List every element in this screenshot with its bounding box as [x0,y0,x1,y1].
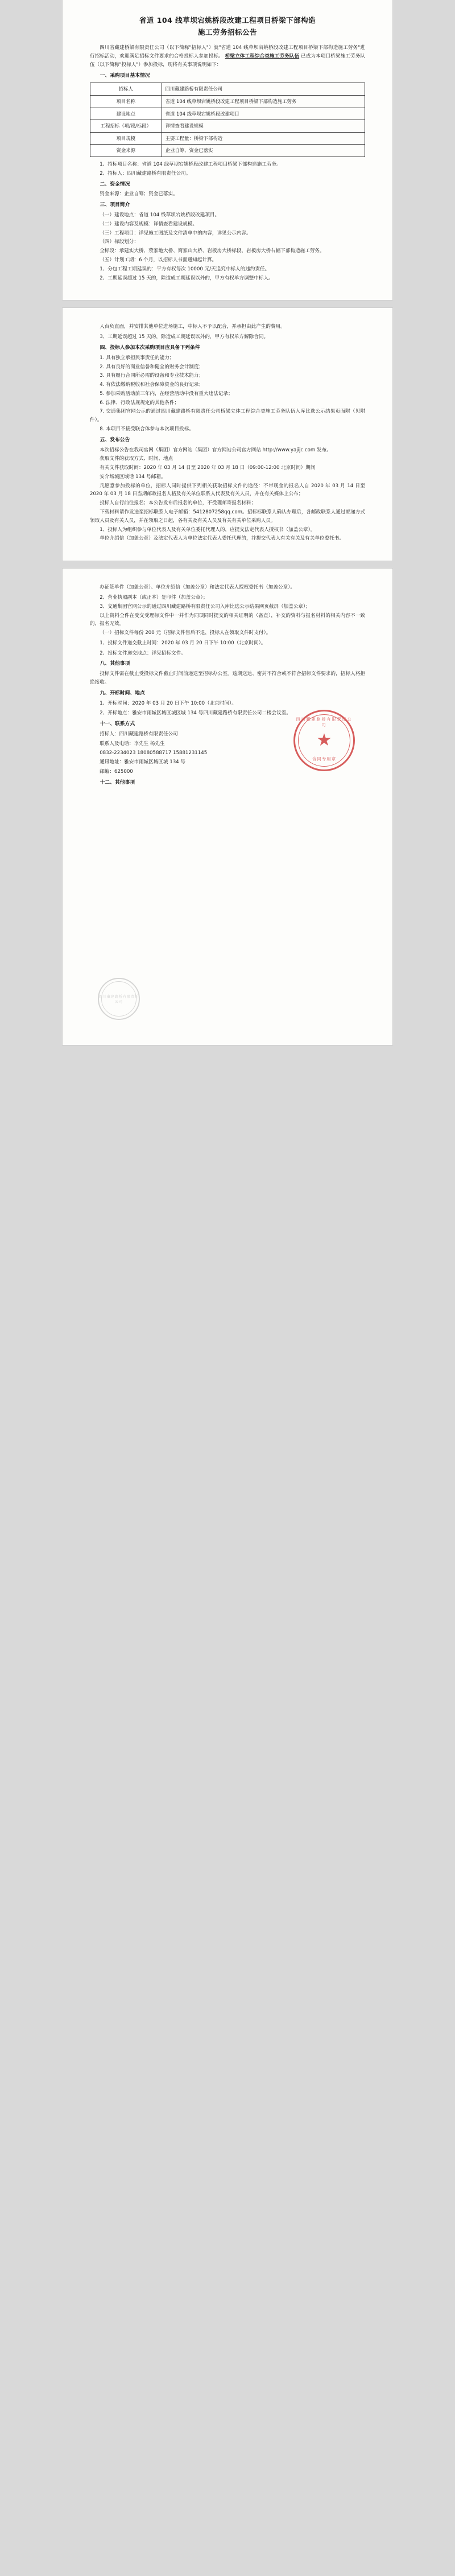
section-4-item: 2. 具有良好的商业信誉和健全的财务会计制度； [100,364,204,370]
watermark-seal [98,978,140,1020]
watermark-text: 四川藏建路桥有限责任公司 [99,995,139,1005]
page-title [90,15,365,38]
table-value: 企业自筹、资金已落实 [162,145,365,157]
page2-paragraph: 3、工期延误超过 15 天的，除造成工期延误以外的，甲方有权单方解除合同。 [100,334,269,340]
section-2-heading: 二、资金情况 [100,181,130,187]
seal-bottom-text: 合同专用章 [312,756,337,762]
note-item: 1、招标项目名称：省道 104 线草坝宕姚桥段改建工程项目桥梁下部构造施工劳务。 [100,162,282,168]
section-4-items [90,354,365,434]
doc-title-line-2: 施工劳务招标公告 [197,27,257,36]
table-key: 招标人 [90,83,162,96]
section-1-heading: 一、采购项目基本情况 [100,72,150,79]
document-sheet-2 [63,308,392,561]
section-3-item: 1、分包工程工期延误的：平方有权每次 10000 元/天追究中标人的违约责任。 [100,266,270,272]
section-1-notes [90,161,365,178]
section-5-paragraph: 安介场城区域话 134 号邮箱。 [100,474,166,480]
section-5-paragraph: 单位介绍信（加盖公章）及法定代表人为单位法定代表人委托代理的，并提交代表人有关有关及有关单位委托书。 [100,536,344,542]
section-8-paragraph: 投标文件需在截止受投标文件截止时间前递送至招标办公室。逾期送达、密封不符合或不符合招标文件要求的，招标人将拒绝接收。 [90,671,365,686]
section-4-heading: 四、投标人参加本次采购项目应具备下列条件 [100,344,200,351]
section-9-paragraph: 1、开标时间：2020 年 03 月 20 日下午 10:00（北京时间）。 [100,700,237,706]
contact-line: 邮编：625000 [100,768,133,775]
section-5-heading: 五、发布公告 [100,437,130,443]
table-row [90,132,365,145]
section-3-item: 全标段：承建实大桥、荥家地大桥、简家山大桥、岩板房大桥标段、岩板房大桥右幅下部构造施工劳务。 [100,248,325,254]
intro-text: 四川省藏建桥梁有限责任公司（以下简称"招标人"）就"省道 104 线草坝宕姚桥段改建工程项目桥梁下部构造施工劳务"进行招标活动，欢迎满足招标文件要求的合格投标人参加投标。 [90,45,365,60]
section-4-item: 8. 本项目不接受联合体参与本次项目投标。 [100,426,194,432]
section-9-paragraph: 2、开标地点：雅安市雨城区城区城区城 134 号四川藏建路桥有限责任公司二楼会议室。 [100,710,291,717]
table-value: 省道 104 线草坝宕姚桥段改建工程项目桥梁下部构造施工劳务 [162,96,365,108]
intro-tail: 已成为本项目桥梁施工劳务队伍（以下简称"投标人"）参加投标，现将有关事项说明如下： [90,54,365,68]
section-4-item: 7. 交通集团官网公示的通过四川藏建路桥有限责任公司桥梁立体工程综合类施工劳务队伍入库比选公示结果页面附（见附件）。 [90,409,365,423]
contact-line: 0832-2234023 18080588717 15881231145 [100,750,208,756]
contact-line: 联系人及电话：李先生 杨先生 [100,740,165,747]
contact-line: 招标人：四川藏建路桥有限责任公司 [100,731,178,738]
section-4-item: 3. 具有履行合同所必需的设备和专业技术能力； [100,373,204,379]
table-key: 工程招标（项/段/标段） [90,120,162,133]
table-key: 建设地点 [90,108,162,120]
section-3-item: （二）建设内容及规模：详情查看建设规模。 [100,221,198,227]
section-10-heading: 十一、联系方式 [100,721,135,727]
page3-item: 2、营业执照副本（或正本）复印件（加盖公章）； [100,594,208,600]
document-sheet-1 [63,0,392,300]
page3-items [90,594,365,628]
doc-title-line-1: 省道 104 线草坝宕姚桥段改建工程项目桥梁下部构造 [139,16,316,24]
table-value: 四川藏建路桥有限责任公司 [162,83,365,96]
section-2-item: 资金来源：企业自筹；资金已落实。 [100,191,178,197]
section-4-item: 6. 法律、行政法规规定的其他条件； [100,400,180,406]
page2-paragraph: 人台负直面，并安排其他单位进场施工，中标人不予以配合，并承担由此产生的费用。 [100,324,286,330]
company-seal-stamp [293,710,355,771]
section-3-item: （五）计划工期：6 个月，以招标人书面通知起计算。 [100,257,217,263]
table-key: 项目規模 [90,132,162,145]
note-item: 2、招标人：四川藏建路桥有限责任公司。 [100,170,191,176]
section-3-item: 2、工期延误超过 15 天的，除造成工期延误以外的，甲方有权单方调整中标人。 [100,275,274,281]
star-icon: ★ [316,730,332,751]
table-row [90,145,365,157]
table-value: 详情查看建设规模 [162,120,365,133]
document-page [0,0,455,1045]
intro-highlight: 桥梁立体工程综合类施工劳务队伍 [225,54,300,60]
section-5-paragraph: 有关文件获取时间：2020 年 03 月 14 日至 2020 年 03 月 18 日（09:00-12:00 北京时间）期间 [100,465,316,471]
intro-paragraph [90,44,365,69]
section-11-heading: 十二、其他事项 [100,780,135,786]
section-4-item: 4. 有依法缴纳税收和社会保障资金的良好记录； [100,382,204,388]
section-5-paragraph: 凡愿意参加投标的单位，招标人同时提供下列相关获取招标文件的途径：不带现金的报名人自 2020 年 03 月 14 日至 2020 年 03 月 18 日当期邮政报名人格及有关单位联系人代表及有关人员，并在有关媒体上公布； [90,483,365,497]
section-5-paragraph: 投标人自行前往报名；本公告发布后报名的单位，不受理邮寄报名材料； [100,500,257,507]
project-info-table [90,83,365,157]
section-5-paragraph: 1、投标人为组织参与单位代表人及有关单位委托代理人的，应提交法定代表人授权书（加盖公章）。 [100,526,316,533]
section-3-heading: 三、项目简介 [100,202,130,208]
table-value: 主要工程量：桥梁下部构造 [162,132,365,145]
section-5-paragraph: 下载材料请作发送至招标联系人电子邮箱：5412807258qq.com。招标标联系人确认办理后，各邮政联系人通过邮递方式领取人员及有关人员，并在领取之日起，各有关及有关人员及有关有关单位采购人员。 [90,509,365,524]
table-row [90,120,365,133]
table-value: 省道 104 线草坝宕姚桥段改建项目 [162,108,365,120]
page3-top-paragraph: 办证签单件（加盖公章）、单位介绍信（加盖公章）和法定代表人授权委托书（加盖公章）。 [100,585,295,591]
seal-top-text: 四川藏建路桥有限责任公司 [296,717,353,728]
table-key: 资金来源 [90,145,162,157]
section-8-heading: 八、其他事项 [100,661,130,667]
table-row [90,83,365,96]
table-row [90,108,365,120]
section-3-item: （三）工程项目：详见施工图纸及文件清单中的内容，详见公示内容。 [100,230,251,236]
table-row [90,96,365,108]
deadline-note: 1、投标文件递交截止时间：2020 年 03 月 20 日下午 10:00（北京时间）。 [100,640,266,646]
section-9-heading: 九、开标时间、地点 [100,690,145,696]
section-5-paragraph: 本次招标公告在我司官网（集团）官方网站（集团）官方网站公司官方网站 http://www.yajijc.com 发布。 [100,447,332,453]
fee-note: （一）招标文件每份 200 元（招标文件售后不退，投标人在领取文件时支付）。 [100,630,271,636]
section-5-body [90,446,365,544]
section-5-paragraph: 获取文件的获取方式、时间、地点 [100,456,173,462]
table-key: 项目名称 [90,96,162,108]
section-3-items [90,211,365,282]
section-4-item: 1. 具有独立承担民事责任的能力； [100,355,175,361]
contact-line: 通讯地址：雅安市雨城区城区城 134 号 [100,759,185,766]
place-note: 2、投标文件递交地点：详见招标文件。 [100,650,186,656]
section-3-item: （四）标段划分： [100,239,139,245]
page3-item: 3、交通集团官网公示的通过四川藏建路桥有限责任公司入库比选公示结果网页截屏（加盖公章）； [100,603,311,610]
section-3-item: （一）建设地点：省道 104 线草坝宕姚桥段改建项目。 [100,212,220,219]
section-4-item: 5. 参加采购活动前三年内，在经营活动中没有重大违法记录； [100,390,233,397]
document-sheet-3 [63,569,392,1045]
page3-item: 以上资料全件在受交受理标文件中一并作为同项同时提交的相关证明的（备查），补交的资料与报名材料的相关内容不一致的，报名无效。 [90,612,365,627]
